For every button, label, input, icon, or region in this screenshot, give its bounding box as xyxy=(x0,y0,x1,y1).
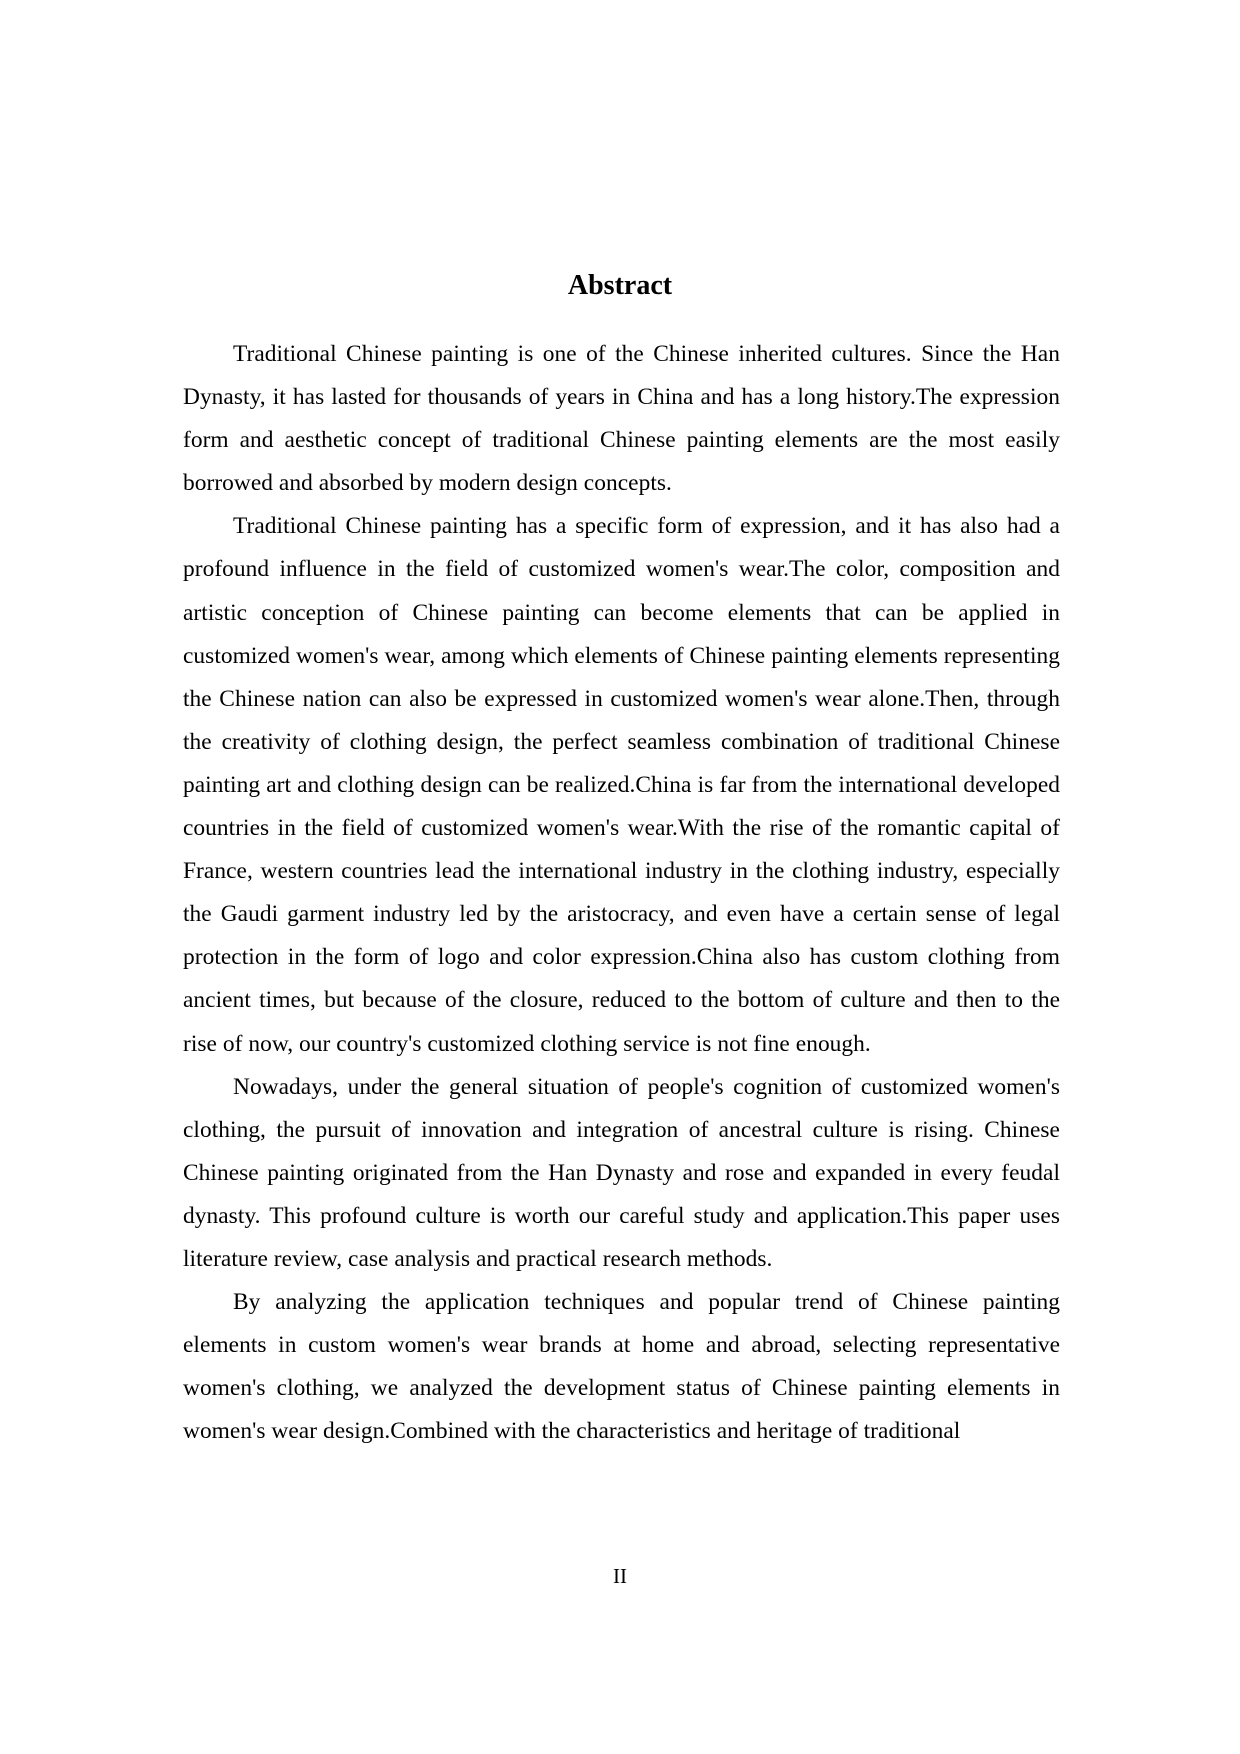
paragraph-3: Nowadays, under the general situation of people's cognition of customized women's clothing, the pursuit of innovation and integration of ancestral culture is rising. Chinese Chinese painting originated from the Han Dynasty and rose and expanded in every feudal dynasty. This profound culture is worth our careful study and application.This paper uses literature review, case analysis and practical research methods. xyxy=(183,1073,1060,1272)
paragraph-4: By analyzing the application techniques and popular trend of Chinese painting elements in custom women's wear brands at home and abroad, selecting representative women's clothing, we analyzed the development status of Chinese painting elements in women's wear design.Combined with the characteristics and heritage of traditional xyxy=(183,1289,1060,1445)
page-number: II xyxy=(613,1564,627,1588)
abstract-title: Abstract xyxy=(567,270,673,301)
abstract-body xyxy=(183,333,1060,1453)
paragraph-2: Traditional Chinese painting has a specific form of expression, and it has also had a profound influence in the field of customized women's wear.The color, composition and artistic conception of Chinese painting can become elements that can be applied in customized women's wear, among which elements of Chinese painting elements representing the Chinese nation can also be expressed in customized women's wear alone.Then, through the creativity of clothing design, the perfect seamless combination of traditional Chinese painting art and clothing design can be realized.China is far from the international developed countries in the field of customized women's wear.With the rise of the romantic capital of France, western countries lead the international industry in the clothing industry, especially the Gaudi garment industry led by the aristocracy, and even have a certain sense of legal protection in the form of logo and color expression.China also has custom clothing from ancient times, but because of the closure, reduced to the bottom of culture and then to the rise of now, our country's customized clothing service is not fine enough. xyxy=(183,513,1060,1057)
paragraph-1: Traditional Chinese painting is one of the Chinese inherited cultures. Since the Han Dynasty, it has lasted for thousands of years in China and has a long history.The expression form and aesthetic concept of traditional Chinese painting elements are the most easily borrowed and absorbed by modern design concepts. xyxy=(183,341,1060,497)
